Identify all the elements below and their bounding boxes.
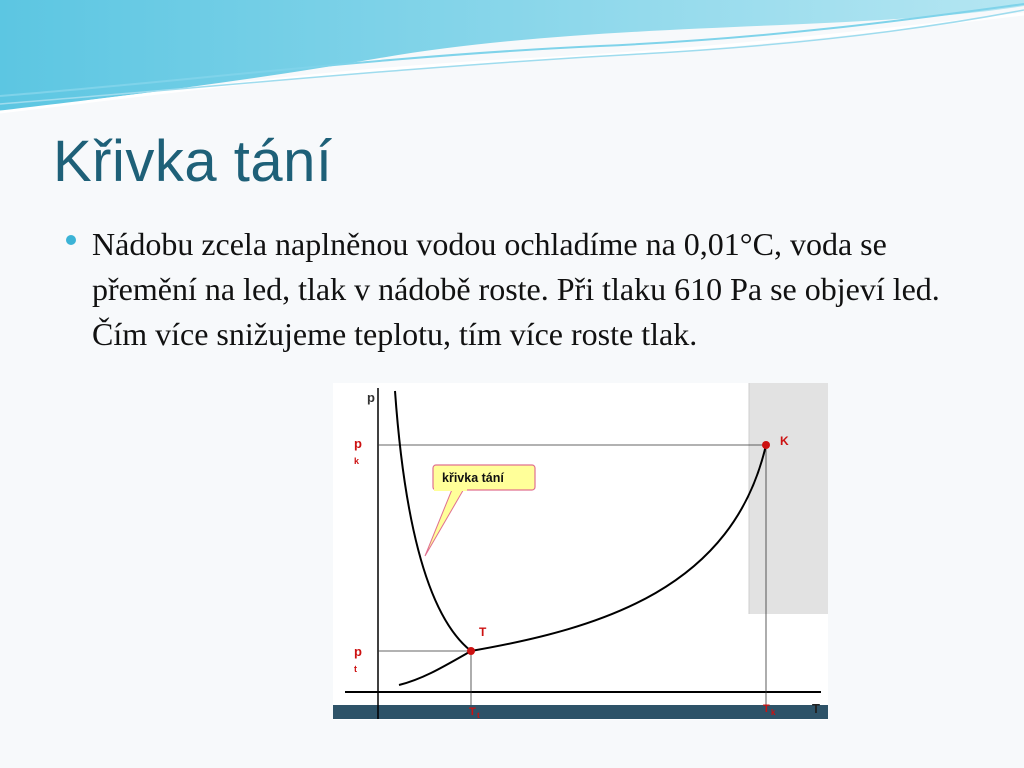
critical-point-label: K — [780, 434, 789, 448]
tt-subscript: t — [477, 711, 480, 720]
callout-joint — [434, 485, 467, 491]
bullet-text: Nádobu zcela naplněnou vodou ochladíme na 0,01°C, voda se přemění na led, tlak v nádobě roste. Při tlaku 610 Pa se objeví led. Čím více snižujeme teplotu, tím více roste tlak. — [92, 226, 940, 352]
gray-region — [749, 383, 828, 614]
bullet-dot — [66, 235, 76, 245]
header-waves — [0, 0, 1024, 120]
pk-label: p — [354, 436, 362, 451]
callout-label: křivka tání — [442, 471, 504, 485]
tk-label: T — [763, 703, 770, 715]
y-axis-label: p — [367, 390, 375, 405]
base-band — [333, 705, 828, 719]
tt-label: T — [469, 706, 476, 718]
tk-subscript: k — [771, 708, 776, 717]
critical-point — [762, 441, 770, 449]
slide-title: Křivka tání — [53, 129, 333, 194]
x-axis-label: T — [812, 701, 820, 716]
triple-point — [467, 647, 475, 655]
pk-subscript: k — [354, 456, 360, 466]
pt-label: p — [354, 644, 362, 659]
pt-subscript: t — [354, 664, 357, 674]
triple-point-label: T — [479, 625, 487, 639]
phase-diagram — [333, 383, 828, 720]
